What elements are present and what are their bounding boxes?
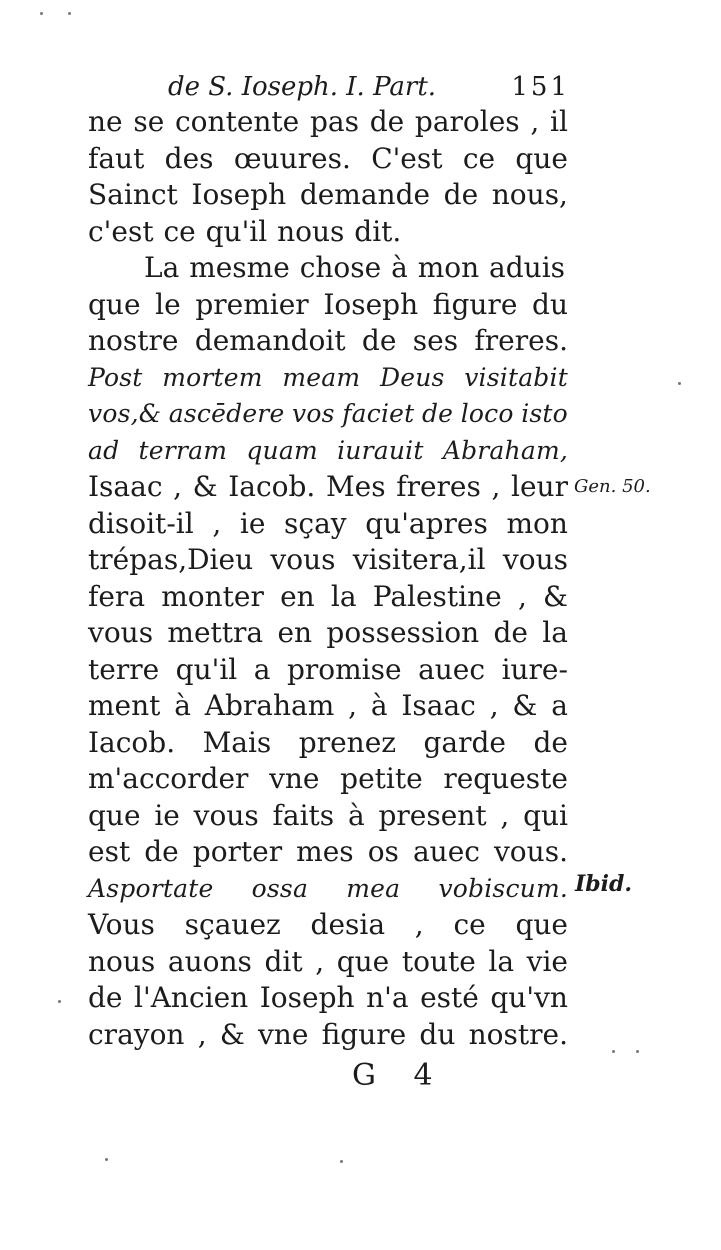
print-speck (105, 1158, 108, 1161)
margin-note-genesis: Gen. 50. (574, 476, 651, 497)
print-speck (340, 1160, 343, 1163)
text-line: que le premier Ioseph figure du (88, 287, 568, 321)
text-line: m'accorder vne petite requeste (88, 762, 568, 795)
text-line: trépas,Dieu vous visitera,il vous (88, 543, 568, 576)
text-line: Vous sçauez desia , ce que (88, 908, 568, 941)
text-line: ment à Abraham , à Isaac , & a (88, 689, 568, 722)
print-speck (58, 1000, 61, 1003)
text-line: Isaac , & Iacob. Mes freres , leur (88, 470, 568, 503)
latin-quote-line: Post mortem meam Deus visitabit (88, 362, 568, 392)
text-line: est de porter mes os auec vous. (88, 835, 568, 868)
text-line: terre qu'il a promise auec iure- (88, 652, 568, 686)
text-line: Iacob. Mais prenez garde de (88, 725, 568, 759)
print-speck (68, 12, 71, 15)
text-line: fera monter en la Palestine , & (88, 579, 568, 613)
signature-mark: G 4 (352, 1058, 447, 1093)
latin-quote-line: Asportate ossa mea vobiscum. (88, 873, 568, 903)
running-header (88, 70, 570, 104)
text-line: nostre demandoit de ses freres. (88, 324, 568, 357)
print-speck (678, 382, 681, 385)
latin-quote-line: ad terram quam iurauit Abraham, (88, 435, 568, 465)
text-line: Sainct Ioseph demande de nous, (88, 178, 568, 211)
running-title: de S. Ioseph. I. Part. (168, 72, 437, 102)
text-line: disoit-il , ie sçay qu'apres mon (88, 506, 568, 540)
paragraph-start-line: La mesme chose à mon aduis (144, 251, 566, 284)
text-block (88, 104, 568, 1053)
text-line: ne se contente pas de paroles , il (88, 105, 568, 138)
print-speck (612, 1050, 615, 1053)
text-line: faut des œuures. C'est ce que (88, 141, 568, 175)
text-line: crayon , & vne figure du nostre. (88, 1017, 568, 1051)
text-line: c'est ce qu'il nous dit. (88, 214, 402, 248)
text-line: vous mettra en possession de la (88, 616, 568, 649)
print-speck (636, 1050, 639, 1053)
page-number: 151 (511, 72, 570, 102)
print-speck (40, 12, 43, 15)
latin-quote-line: vos,& ascēdere vos faciet de loco isto (88, 399, 568, 428)
text-line: de l'Ancien Ioseph n'a esté qu'vn (88, 981, 568, 1014)
text-line: nous auons dit , que toute la vie (88, 944, 568, 978)
margin-note-ibid: Ibid. (575, 871, 633, 897)
text-line: que ie vous faits à present , qui (88, 798, 568, 832)
